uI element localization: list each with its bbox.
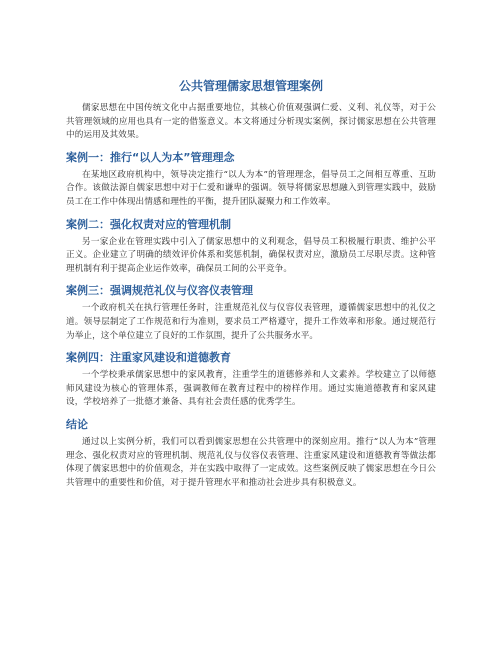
section-heading-case-2: 案例二：强化权责对应的管理机制 — [66, 217, 231, 231]
section-heading-conclusion: 结论 — [66, 417, 88, 431]
document-title: 公共管理儒家思想管理案例 — [178, 79, 323, 93]
section-body-case-1: 在某地区政府机构中，领导决定推行“以人为本”的管理理念，倡导员工之间相互尊重、互助合作。该做法源自儒家思想中对于仁爱和谦卑的强调。领导将儒家思想融入到管理实践中，鼓励员工在工作中体现出情感和理性的平衡，提升团队凝聚力和工作效率。 — [66, 169, 436, 207]
section-heading-case-1: 案例一：推行“以人为本”管理理念 — [66, 150, 235, 164]
document-page — [66, 78, 436, 490]
section-body-case-2: 另一家企业在管理实践中引入了儒家思想中的义利观念，倡导员工积极履行职责、维护公平正义。企业建立了明确的绩效评价体系和奖惩机制，确保权责对应，激励员工尽职尽责。这种管理机制有利于提高企业运作效率，确保员工间的公平竞争。 — [66, 236, 436, 274]
section-body-case-4: 一个学校秉承儒家思想中的家风教育，注重学生的道德修养和人文素养。学校建立了以师德师风建设为核心的管理体系，强调教师在教育过程中的榜样作用。通过实施道德教育和家风建设，学校培养了一批德才兼备、具有社会责任感的优秀学生。 — [66, 370, 436, 408]
section-body-case-3: 一个政府机关在执行管理任务时，注重规范礼仪与仪容仪表管理，遵循儒家思想中的礼仪之道。领导层制定了工作规范和行为准则，要求员工严格遵守，提升工作效率和形象。通过规范行为举止，这个单位建立了良好的工作氛围，提升了公共服务水平。 — [66, 303, 436, 341]
section-body-conclusion: 通过以上实例分析，我们可以看到儒家思想在公共管理中的深刻应用。推行“以人为本”管理理念、强化权责对应的管理机制、规范礼仪与仪容仪表管理、注重家风建设和道德教育等做法都体现了儒家思想中的价值观念，并在实践中取得了一定成效。这些案例反映了儒家思想在今日公共管理中的重要性和价值，对于提升管理水平和推动社会进步具有积极意义。 — [66, 436, 436, 488]
section-heading-case-4: 案例四：注重家风建设和道德教育 — [66, 351, 231, 365]
section-heading-case-3: 案例三：强调规范礼仪与仪容仪表管理 — [66, 284, 253, 298]
intro-paragraph: 儒家思想在中国传统文化中占据重要地位，其核心价值观强调仁爱、义利、礼仪等，对于公共管理领域的应用也具有一定的借鉴意义。本文将通过分析现实案例，探讨儒家思想在公共管理中的运用及其效果。 — [66, 103, 436, 141]
